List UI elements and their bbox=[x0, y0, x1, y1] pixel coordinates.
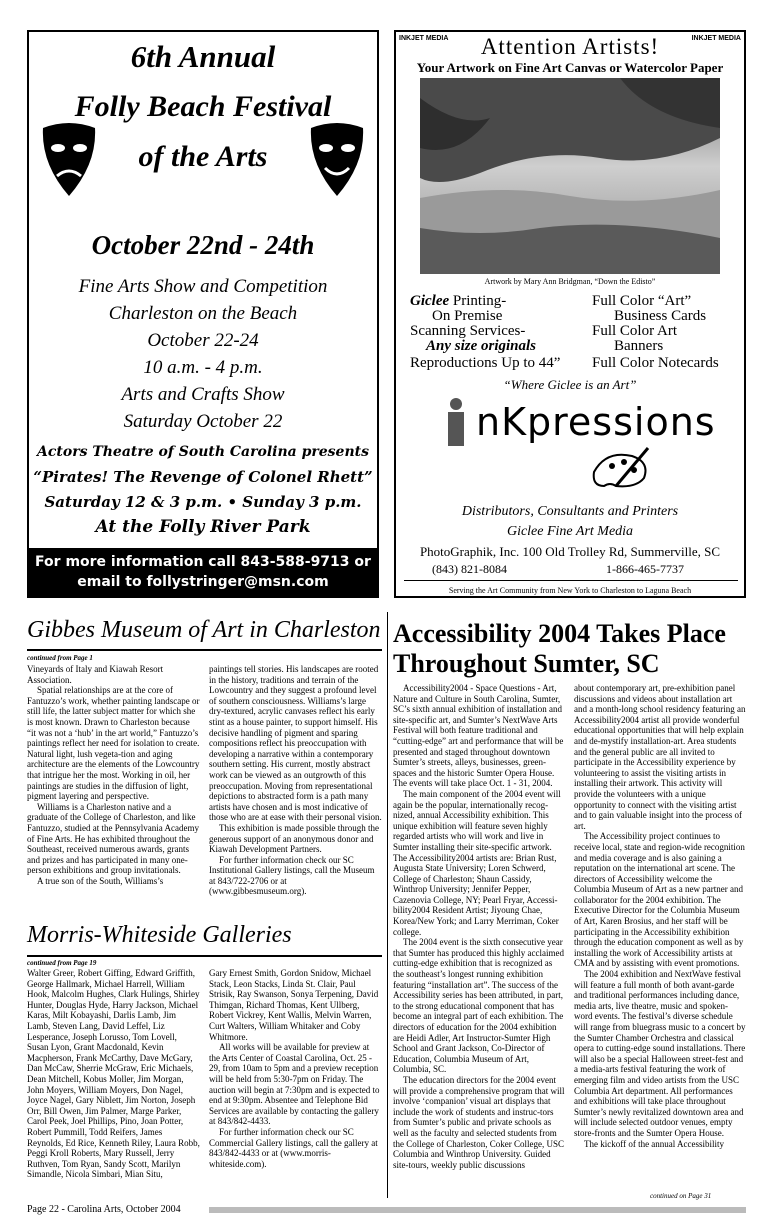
inkpressions-logo: nKpressions bbox=[476, 400, 716, 444]
contact-line1: For more information call 843-588-9713 or bbox=[35, 554, 371, 570]
corner-tag-right: INKJET MEDIA bbox=[691, 35, 741, 42]
paragraph: All works will be available for preview at the Arts Center of Coastal Carolina, Oct. 25 - 29, from 10am to 5pm and a preview reception will be held from 5:30-7pm on Friday. The auction will begin at 7:30pm and is expected to end at 9:30pm. Absentee and Telephone Bid Services are available by contacting the gallery at 843/842-4433. bbox=[209, 1042, 380, 1127]
page-footer: Page 22 - Carolina Arts, October 2004 bbox=[27, 1204, 181, 1215]
column-divider bbox=[387, 612, 388, 1198]
festival-title-line3: of the Arts bbox=[138, 140, 268, 173]
gibbes-column-1 bbox=[27, 664, 200, 920]
comedy-mask-icon bbox=[305, 120, 369, 200]
paragraph: Gary Ernest Smith, Gordon Snidow, Michael Stack, Leon Stacks, Linda St. Clair, Paul Strisik, Ray Swanson, Sonya Terpening, David Thimgan, Richard Thomas, Kent Ullberg, Robert Vickrey, Kent Wallis, Melvin Warren, Curt Walters, William Whitaker and Coby Whitmore. bbox=[209, 968, 379, 1042]
info-line: October 22-24 bbox=[147, 330, 259, 351]
attention-subhead: Your Artwork on Fine Art Canvas or Watercolor Paper bbox=[416, 60, 724, 75]
paragraph: about contemporary art, pre-exhibition panel discussions and videos about installation art and a month-long school residency featuring an Accessibility2004 artist all provide wonderful educational opportunities that will help explain and de-mystify installation-art. Area students and the general public are all invited to participate in the Accessibility experience by volunteering to assist the visiting artists in installing their artwork. This activity will provide the volunteers with a unique opportunity to connect with the visiting artist and to gain valuable insight into the process of art. bbox=[574, 683, 746, 831]
morris-headline: Morris-Whiteside Galleries bbox=[27, 922, 292, 948]
paragraph: The Accessibility project continues to receive local, state and region-wide recognition and media coverage and is also gaining a reputation on the international art scene. The directors of Accessibility welcome the Columbia Museum of Art as a new partner and collaborator for the 2004 exhibition. The Executive Director for the Columbia Museum of Art, Karen Brosius, and her staff will be participating in the Accessibility exhibition through the education component as well as by installing the work of Accessibility artists at CMA and by assisting with event promotions. bbox=[574, 831, 745, 969]
reproductions: Reproductions Up to 44” bbox=[410, 355, 561, 371]
paragraph: The education directors for the 2004 event will provide a comprehensive program that will involve ‘companion’ visual art displays that include the work of students and instruc-tors from Sumter’s public and private schools as well as the faculty and selected students from the College of Charleston, Coker College, USC Columbia and Winthrop University. Guided site-tours, weekly public discussions bbox=[393, 1074, 565, 1170]
morris-continued: continued from Page 19 bbox=[27, 959, 97, 967]
right-service: Business Cards bbox=[614, 308, 707, 324]
info-line: Saturday October 22 bbox=[123, 411, 283, 432]
slogan: “Where Giclee is an Art” bbox=[503, 377, 637, 392]
morris-column-2 bbox=[209, 968, 382, 1196]
paragraph: This exhibition is made possible through the generous support of an anonymous donor and Kiawah Development Partners. bbox=[209, 822, 379, 855]
giclee-printing bbox=[410, 294, 506, 309]
paragraph: The kickoff of the annual Accessibility bbox=[584, 1138, 725, 1149]
headline-rule bbox=[27, 955, 382, 957]
palette-brush-icon bbox=[586, 442, 656, 492]
headline-rule bbox=[27, 649, 382, 651]
river-painting-image bbox=[420, 78, 720, 274]
inkjet-media-ad bbox=[394, 30, 746, 598]
accessibility-column-2 bbox=[574, 683, 746, 1189]
actors-line: “Pirates! The Revenge of Colonel Rhett” bbox=[33, 468, 373, 486]
gibbes-headline: Gibbes Museum of Art in Charleston bbox=[27, 617, 381, 643]
any-size-originals: Any size originals bbox=[426, 338, 537, 354]
on-premise: On Premise bbox=[432, 308, 503, 324]
paragraph: Spatial relationships are at the core of Fantuzzo’s work, whether painting landscape or still life, the latter subject matter for which she is most known. Drawn to Charleston because “it was not a ‘hub’ in the art world,” Fantuzzo’s paintings reflect her need for isolation to create. Natural light, lush vegeta-tion and aging architecture are the elements of the Lowcountry that intrigue her the most. Working in oil, her paintings are studies in the diffusion of light, pigment layering and perspective. bbox=[27, 685, 200, 802]
actors-line: Saturday 12 & 3 p.m. • Sunday 3 p.m. bbox=[44, 493, 362, 511]
corner-tag-left: INKJET MEDIA bbox=[399, 35, 449, 42]
right-service: Banners bbox=[614, 338, 664, 354]
paragraph: Accessibility2004 - Space Questions - Art, Nature and Culture in South Carolina, Sumter, SC’s sixth annual exhibition of installation and site-specific art, and Sumter’s NextWave Arts Festival will both feature traditional and “cutting-edge” art and performance that will be presented and staged throughout downtown Sumter’s streets, alleys, businesses, green-spaces and the historic Sumter Opera House. The events will take place Oct. 1 - 31, 2004. bbox=[393, 683, 564, 789]
scanning-services: Scanning Services- bbox=[410, 323, 526, 339]
artwork-caption: Artwork by Mary Ann Bridgman, “Down the Edisto” bbox=[484, 277, 656, 286]
paragraph: The 2004 exhibition and NextWave festival will feature a full month of both avant-garde and traditional performances including dance, media arts, live theatre, music and spoken-word events. The festival’s diverse schedule will range from bluegrass music to a concert by the Sumter Chamber Orchestra and classical opera to cutting-edge sound installations. There will also be a special Halloween street-fest and a media-arts festival featuring the work of emerging film and video artists from the USC Columbia Art department. All performances and exhibitions will take place throughout Sumter’s newly revitalized downtown area and will include selected outdoor venues, empty store-fronts and the Sumter Opera House. bbox=[574, 969, 746, 1138]
paragraph: The main component of the 2004 event will again be the popular, internationally recog-nized, annual Accessibility exhibition. This unique exhibition will feature seven highly regarded artists who will work and live in Sumter installing their site-specific artwork. The Accessibility2004 artists are: Brian Rust, Augusta State University; Loren Schwerd, College of Charleston; Shaun Cassidy, Winthrop University; Jennifer Pepper, Cazenovia College, NY; Pearl Fryar, Accessi-bility2004 Resident Artist; Jiyoung Chae, Korea/New York; and Larry Merriman, Coker college. bbox=[393, 788, 561, 937]
right-service: Full Color Notecards bbox=[592, 355, 719, 371]
info-line: Fine Arts Show and Competition bbox=[78, 276, 328, 297]
info-line: Charleston on the Beach bbox=[108, 303, 298, 324]
attention-headline: Attention Artists! bbox=[480, 34, 660, 59]
paragraph: For further information check our SC Commercial Gallery listings, call the gallery at 843/842-4433 or at (www.morris-whiteside.com). bbox=[209, 1126, 378, 1169]
tragedy-mask-icon bbox=[37, 120, 101, 200]
gibbes-column-2 bbox=[209, 664, 382, 920]
paragraph: Vineyards of Italy and Kiawah Resort Association. bbox=[27, 664, 164, 685]
actors-line: At the Folly River Park bbox=[95, 517, 311, 537]
serving-line: Serving the Art Community from New York to Charleston to Laguna Beach bbox=[448, 586, 692, 595]
accessibility-headline bbox=[393, 619, 753, 679]
accessibility-column-1 bbox=[393, 683, 565, 1199]
festival-title-line1: 6th Annual bbox=[130, 39, 276, 74]
folly-beach-festival-ad bbox=[27, 30, 379, 598]
paragraph: paintings tell stories. His landscapes are rooted in the history, traditions and terrain of the Lowcountry and they suggest a profound level of southern consciousness. Williams’s large dry-textured, acrylic canvases reflect his early stint as a house painter, to support himself. His decisive handling of pigment and sparing compositions reflect his preoccupation with developing a narrative within a contemporary southern setting. His current, mostly abstract work can be viewed as an outgrowth of this preoccupation. Moving from representational depictions to abstracted form is a path many artists have chosen and is most indicative of those who are at ease with their personal vision. bbox=[209, 664, 382, 823]
gibbes-continued: continued from Page 1 bbox=[27, 654, 93, 662]
right-service: Full Color “Art” bbox=[592, 293, 692, 309]
giclee-word: Giclee bbox=[410, 293, 450, 309]
paragraph: The 2004 event is the sixth consecutive year that Sumter has produced this highly acclaimed cutting-edge exhibition that is recognized as the southeast’s longest running exhibition featuring “installation art”. The success of the Accessibility series has been attributed, in part, to the strong educational component that has become an integral part of each exhibition. The directors of education for the 2004 exhibition are Heidi Adler, Art Instructor-Sumter High School and Grant Jackson, Co-Director of Education, Columbia Museum of Art, Columbia, SC. bbox=[393, 937, 564, 1075]
paragraph: For further information check our SC Institutional Gallery listings, call the Museum at 843/722-2706 or at (www.gibbesmuseum.org). bbox=[209, 854, 375, 897]
right-service: Full Color Art bbox=[592, 323, 678, 339]
info-line: Arts and Crafts Show bbox=[121, 384, 285, 405]
contact-bar bbox=[29, 548, 377, 596]
info-line: 10 a.m. - 4 p.m. bbox=[143, 357, 263, 378]
giclee-fine-art-media: Giclee Fine Art Media bbox=[506, 524, 634, 539]
ink-i-letter-logo bbox=[436, 398, 480, 448]
festival-title-line2: Folly Beach Festival bbox=[74, 90, 332, 123]
distributors: Distributors, Consultants and Printers bbox=[461, 504, 679, 519]
contact-line2: email to follystringer@msn.com bbox=[77, 574, 329, 590]
accessibility-continued-on: continued on Page 31 bbox=[650, 1192, 712, 1200]
headline-line1: Accessibility 2004 Takes Place bbox=[393, 619, 726, 648]
phone-local: (843) 821-8084 bbox=[432, 562, 507, 576]
paragraph: Walter Greer, Robert Giffing, Edward Griffith, George Hallmark, Michael Harrell, William Hook, Malcolm Hughes, Clark Hulings, Shirley Hunter, Douglas Hyde, Harry Jackson, Michael Karas, Milt Kobayashi, Darlis Lamb, Jim Lamb, Steven Lang, David Leffel, Liz Lesperance, Joseph Lorusso, Tom Lovell, Susan Lyon, Grant Macdonald, Kevin Macpherson, Frank McCarthy, Dave McGary, Dan McCaw, Sherrie McGraw, Eric Michaels, Dean Mitchell, Kobus Moller, Jim Morgan, John Moyers, William Moyers, Don Nagel, Joyce Nagel, Gary Niblett, Jim Norton, Joseph Orr, Bill Owen, Jim Palmer, Marge Parker, Carol Peek, Joel Phillips, Pino, Joan Potter, Robert Pummill, Todd Reifers, James Reynolds, Ed Rice, Kenneth Riley, Laura Robb, Peggi Kroll Roberts, Mary Russell, Jerry Ruthven, Tom Ryan, Sandy Scott, Marilyn Simandle, Nicola Simbari, Mian Situ, bbox=[27, 968, 200, 1180]
paragraph: Williams is a Charleston native and a graduate of the College of Charleston, and like Fantuzzo, studied at the Pennsylvania Academy of Fine Arts. He has exhibited throughout the Southeast, received numerous awards, grants and prizes and has participated in many one-person exhibitions and group invitationals. bbox=[27, 801, 199, 876]
actors-line: Actors Theatre of South Carolina presents bbox=[37, 444, 369, 460]
phone-tollfree: 1-866-465-7737 bbox=[606, 562, 684, 576]
paragraph: A true son of the South, Williams’s bbox=[37, 875, 164, 886]
headline-line2: Throughout Sumter, SC bbox=[393, 649, 660, 678]
address: PhotoGraphik, Inc. 100 Old Trolley Rd, Summerville, SC bbox=[419, 544, 721, 559]
festival-dates: October 22nd - 24th bbox=[91, 230, 315, 260]
morris-column-1 bbox=[27, 968, 200, 1196]
divider bbox=[404, 580, 738, 581]
footer-bar bbox=[209, 1207, 746, 1213]
printing-word: Printing- bbox=[449, 293, 507, 309]
